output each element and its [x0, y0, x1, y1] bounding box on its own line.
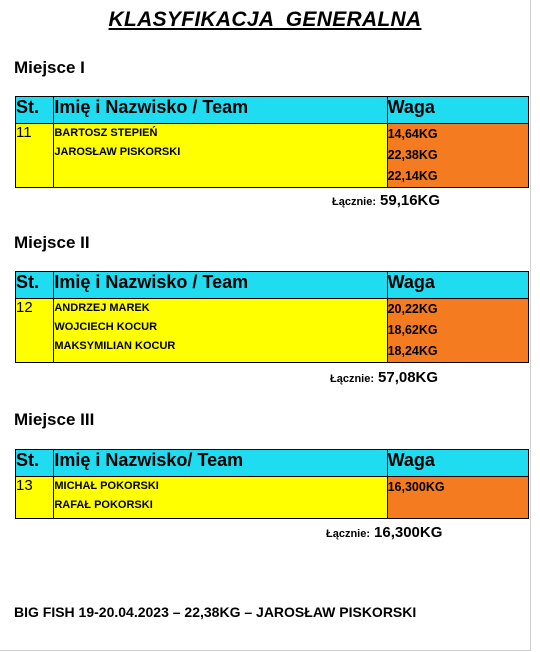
place-2-heading: Miejsce II — [14, 233, 90, 252]
place-2-total — [330, 369, 438, 387]
total-label: Łącznie: — [330, 373, 375, 385]
participant-name: RAFAŁ POKORSKI — [54, 499, 153, 511]
weight-value: 18,24KG — [387, 344, 438, 358]
header-st: St. — [16, 272, 54, 299]
participant-name: JAROSŁAW PISKORSKI — [54, 146, 181, 158]
participant-name: BARTOSZ STEPIEŃ — [54, 127, 158, 139]
place-3-heading: Miejsce III — [14, 410, 95, 429]
place-2-table — [15, 271, 529, 363]
page-title: KLASYFIKACJA GENERALNA — [108, 8, 422, 31]
header-st: St. — [16, 450, 54, 477]
start-number: 13 — [16, 477, 54, 519]
header-weight: Waga — [387, 97, 528, 124]
table-header-row — [16, 97, 529, 124]
team-names — [54, 299, 387, 363]
weights-cell — [387, 124, 528, 188]
header-weight: Waga — [387, 450, 528, 477]
table-row — [16, 299, 529, 363]
total-value: 57,08KG — [378, 369, 439, 386]
weight-value: 20,22KG — [387, 302, 438, 316]
total-label: Łącznie: — [332, 196, 377, 208]
table-header-row — [16, 450, 529, 477]
place-3-total — [326, 524, 442, 542]
total-value: 16,300KG — [374, 524, 443, 541]
total-label: Łącznie: — [326, 528, 371, 540]
big-fish-line: BIG FISH 19-20.04.2023 – 22,38KG – JAROSŁAW PISKORSKI — [14, 604, 417, 620]
participant-name: ANDRZEJ MAREK — [54, 302, 150, 314]
start-number: 12 — [16, 299, 54, 363]
table-header-row — [16, 272, 529, 299]
place-1-heading: Miejsce I — [14, 58, 85, 77]
participant-name: WOJCIECH KOCUR — [54, 321, 158, 333]
start-number: 11 — [16, 124, 54, 188]
header-st: St. — [16, 97, 54, 124]
team-names — [54, 124, 387, 188]
weights-cell — [387, 477, 528, 519]
table-row — [16, 477, 529, 519]
header-name: Imię i Nazwisko / Team — [54, 97, 387, 124]
header-name: Imię i Nazwisko / Team — [54, 272, 387, 299]
weights-cell — [387, 299, 528, 363]
place-1-total — [332, 192, 440, 210]
team-names — [54, 477, 387, 519]
weight-value: 16,300KG — [387, 480, 445, 494]
weight-value: 22,14KG — [387, 169, 438, 183]
place-3-table — [15, 449, 529, 519]
place-1-table — [15, 96, 529, 188]
weight-value: 18,62KG — [387, 323, 438, 337]
participant-name: MAKSYMILIAN KOCUR — [54, 340, 176, 352]
header-name: Imię i Nazwisko/ Team — [54, 450, 387, 477]
total-value: 59,16KG — [380, 192, 441, 209]
table-row — [16, 124, 529, 188]
weight-value: 14,64KG — [387, 127, 438, 141]
participant-name: MICHAŁ POKORSKI — [54, 480, 159, 492]
weight-value: 22,38KG — [387, 148, 438, 162]
header-weight: Waga — [387, 272, 528, 299]
